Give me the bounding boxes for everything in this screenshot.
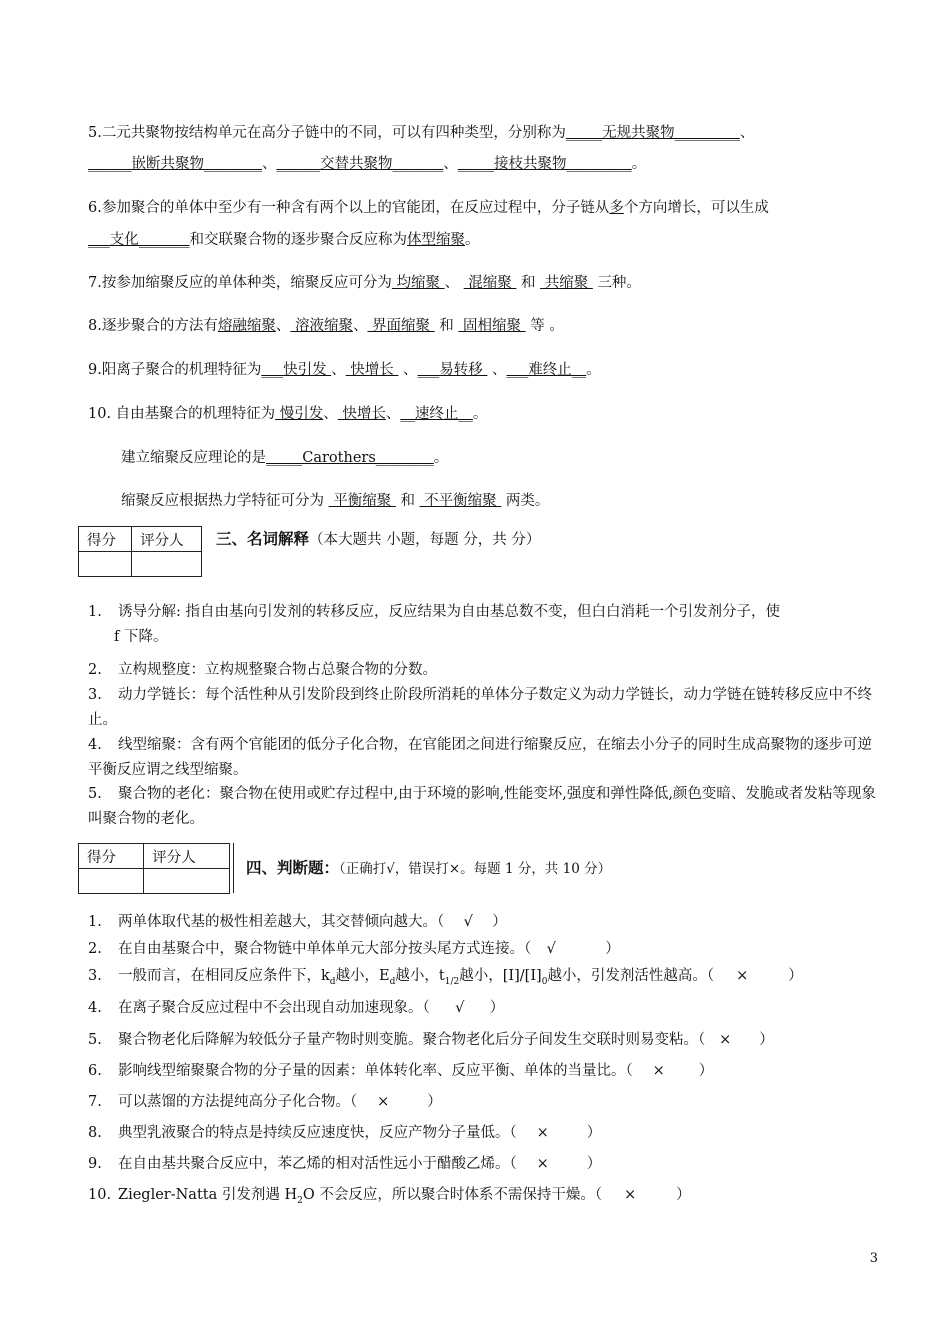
score-header: 得分	[79, 844, 144, 869]
section-3-heading: 三、名词解释（本大题共 小题，每题 分，共 分）	[216, 529, 541, 548]
answer-mark: √	[546, 941, 556, 957]
judge-item: 4. 在离子聚合反应过程中不会出现自动加速现象。（ √ ）	[88, 1000, 505, 1016]
score-table	[78, 843, 230, 894]
judge-item: 5. 聚合物老化后降解为较低分子量产物时则变脆。聚合物老化后分子间发生交联时则易变粘。（ × ）	[88, 1032, 774, 1048]
answer: __速终止__	[400, 406, 473, 422]
definition-item: 1. 诱导分解: 指自由基向引发剂的转移反应，反应结果为自由基总数不变，但白白消耗一个引发剂分子，使 f 下降。	[88, 604, 780, 645]
question-10: 10. 自由基聚合的机理特征为 慢引发、 快增长、__速终止__。	[88, 406, 488, 422]
question-8: 8.逐步聚合的方法有熔融缩聚、 溶液缩聚、 界面缩聚 和 固相缩聚 等 。	[88, 318, 564, 334]
judge-item: 9. 在自由基共聚合反应中，苯乙烯的相对活性远小于醋酸乙烯。（ × ）	[88, 1156, 602, 1172]
answer-mark: ×	[536, 1156, 549, 1172]
definition-item: 3. 动力学链长：每个活性种从引发阶段到终止阶段所消耗的单体分子数定义为动力学链长，动力学链在链转移反应中不终止。	[88, 687, 872, 728]
page-number: 3	[869, 1251, 878, 1266]
definition-item: 4. 线型缩聚：含有两个官能团的低分子化合物，在官能团之间进行缩聚反应，在缩去小分子的同时生成高聚物的逐步可逆平衡反应谓之线型缩聚。	[88, 737, 872, 778]
answer-mark: ×	[377, 1094, 390, 1110]
answer-mark: ×	[719, 1032, 732, 1048]
question-5: 5.二元共聚物按结构单元在高分子链中的不同，可以有四种类型，分别称为_____无规共聚物_________、	[88, 125, 755, 141]
answer: 不平衡缩聚	[419, 493, 502, 509]
answer-mark: √	[463, 914, 473, 930]
score-header: 得分	[79, 527, 132, 552]
definition-item: 5. 聚合物的老化：聚合物在使用或贮存过程中,由于环境的影响,性能变坏,强度和弹性降低,颜色变暗、发脆或者发粘等现象叫聚合物的老化。	[88, 786, 876, 827]
judge-item: 6. 影响线型缩聚聚合物的分子量的因素：单体转化率、反应平衡、单体的当量比。（ × ）	[88, 1063, 714, 1079]
question-6: 6.参加聚合的单体中至少有一种含有两个以上的官能团，在反应过程中，分子链从多个方向增长，可以生成	[88, 200, 769, 216]
answer: 溶液缩聚	[290, 318, 353, 334]
score-cell[interactable]	[79, 552, 132, 577]
score-table	[78, 526, 202, 577]
answer: ___支化_______	[88, 232, 190, 248]
answer-mark: √	[455, 1000, 465, 1016]
answer: 平衡缩聚	[328, 493, 396, 509]
grader-cell[interactable]	[132, 552, 202, 577]
judge-item: 8. 典型乳液聚合的特点是持续反应速度快，反应产物分子量低。（ × ）	[88, 1125, 602, 1141]
answer: _____无规共聚物_________	[565, 125, 740, 141]
judge-item: 1. 两单体取代基的极性相差越大，其交替倾向越大。（ √ ）	[88, 914, 507, 930]
answer: 熔融缩聚	[217, 318, 276, 334]
judge-item: 7. 可以蒸馏的方法提纯高分子化合物。（ × ）	[88, 1094, 442, 1110]
question-11: 建立缩聚反应理论的是_____Carothers________。	[121, 450, 449, 466]
grader-header: 评分人	[132, 527, 202, 552]
answer: _____Carothers________	[266, 450, 434, 466]
answer: 多	[609, 200, 624, 216]
answer: 固相缩聚	[458, 318, 526, 334]
answer: ______嵌断共聚物________	[88, 156, 262, 172]
grader-header: 评分人	[144, 844, 230, 869]
question-7: 7.按参加缩聚反应的单体种类，缩聚反应可分为 均缩聚 、 混缩聚 和 共缩聚 三种。	[88, 275, 641, 291]
answer-mark: ×	[624, 1187, 637, 1203]
answer-mark: ×	[652, 1063, 665, 1079]
question-12: 缩聚反应根据热力学特征可分为 平衡缩聚 和 不平衡缩聚 两类。	[121, 493, 550, 509]
judge-item: 3. 一般而言，在相同反应条件下，$k_d$越小，$E_d$越小，$t_{1/2}$越小，$[I]/[I]_0$越小，引发剂活性越高。（ × ）	[88, 968, 803, 987]
answer-mark: ×	[536, 1125, 549, 1141]
answer: ___易转移	[417, 362, 488, 378]
answer: _____接枝共聚物_________	[457, 156, 632, 172]
answer: 混缩聚	[463, 275, 517, 291]
grader-cell[interactable]	[144, 869, 230, 894]
judge-item: 10. Ziegler-Natta 引发剂遇 $H_2O$ 不会反应，所以聚合时体系不需保持干燥。（ × ）	[88, 1187, 691, 1206]
answer: 快增长	[337, 406, 386, 422]
question-5-cont: ______嵌断共聚物________、______交替共聚物_______、_____接枝共聚物_________。	[88, 156, 647, 172]
answer: ___难终止__	[506, 362, 587, 378]
score-cell[interactable]	[79, 869, 144, 894]
section-4-heading: 四、判断题：（正确打√，错误打×。每题 1 分，共 10 分）	[246, 858, 612, 877]
question-6-cont: ___支化_______和交联聚合物的逐步聚合反应称为体型缩聚。	[88, 232, 480, 248]
answer-mark: ×	[736, 968, 749, 984]
answer: 均缩聚	[391, 275, 445, 291]
answer: 界面缩聚	[367, 318, 435, 334]
definition-item: 2. 立构规整度：立构规整聚合物占总聚合物的分数。	[88, 662, 437, 678]
answer: 体型缩聚	[407, 232, 465, 248]
judge-item: 2. 在自由基聚合中，聚合物链中单体单元大部分按头尾方式连接。（ √ ）	[88, 941, 620, 957]
answer: 快增长	[345, 362, 399, 378]
answer: ___快引发	[261, 362, 332, 378]
question-9: 9.阳离子聚合的机理特征为___快引发 、 快增长 、___易转移 、___难终止__。	[88, 362, 601, 378]
answer: ______交替共聚物_______	[276, 156, 444, 172]
answer: 共缩聚	[540, 275, 593, 291]
answer: 慢引发	[275, 406, 324, 422]
divider	[233, 843, 234, 893]
